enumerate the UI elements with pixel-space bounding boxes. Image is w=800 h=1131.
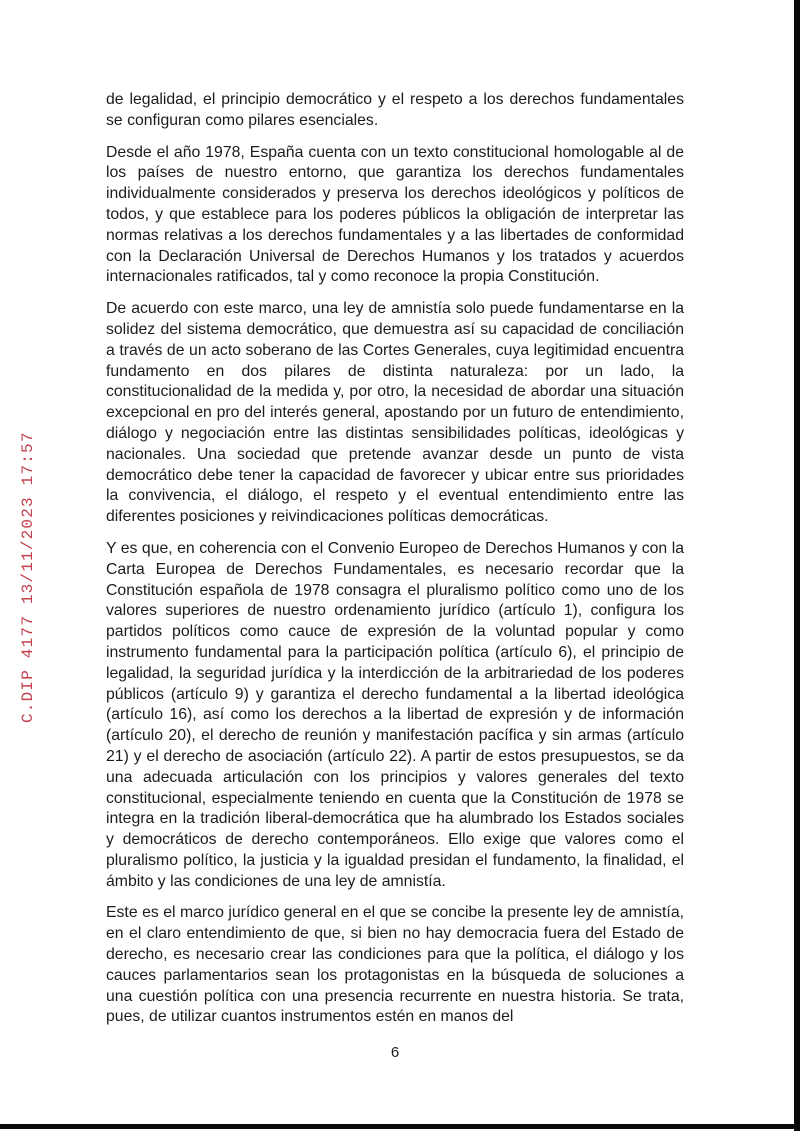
paragraph: Desde el año 1978, España cuenta con un texto constitucional homologable al de los países de nuestro entorno, que garantiza los derechos fundamentales individualmente considerados y preserva los derechos ideológicos y políticos de todos, y que establece para los poderes públicos la obligación de interpretar las normas relativas a los derechos fundamentales y a las libertades de conformidad con la Declaración Universal de Derechos Humanos y los tratados y acuerdos internacionales ratificados, tal y como reconoce la propia Constitución. [106, 143, 684, 286]
registry-stamp: C.DIP 4177 13/11/2023 17:57 [19, 431, 37, 723]
paragraph: de legalidad, el principio democrático y el respeto a los derechos fundamentales se configuran como pilares esenciales. [106, 91, 684, 129]
paragraph: Este es el marco jurídico general en el que se concibe la presente ley de amnistía, en el claro entendimiento de que, si bien no hay democracia fuera del Estado de derecho, es necesario crear las condiciones para que la política, el diálogo y los cauces parlamentarios sean los protagonistas en la búsqueda de soluciones a una cuestión política con una presencia recurrente en nuestra historia. Se trata, pues, de utilizar cuantos instrumentos estén en manos del [106, 904, 684, 1026]
scan-border-bottom [0, 1124, 800, 1129]
paragraph: Y es que, en coherencia con el Convenio Europeo de Derechos Humanos y con la Carta Europea de Derechos Fundamentales, es necesario recordar que la Constitución española de 1978 consagra el pluralismo político como uno de los valores superiores de nuestro ordenamiento jurídico (artículo 1), configura los partidos políticos como cauce de expresión de la voluntad popular y como instrumento fundamental para la participación política (artículo 6), el principio de legalidad, la seguridad jurídica y la interdicción de la arbitrariedad de los poderes públicos (artículo 9) y garantiza el derecho fundamental a la libertad ideológica (artículo 16), así como los derechos a la libertad de expresión y de información (artículo 20), el derecho de reunión y manifestación pacífica y sin armas (artículo 21) y el derecho de asociación (artículo 22). A partir de estos presupuestos, se da una adecuada articulación con los principios y valores generales del texto constitucional, especialmente teniendo en cuenta que la Constitución de 1978 se integra en la tradición liberal-democrática que ha alumbrado los Estados sociales y democráticos de derecho contemporáneos. Ello exige que valores como el pluralismo político, la justicia y la igualdad presidan el fundamento, la finalidad, el ámbito y las condiciones de una ley de amnistía. [106, 539, 684, 890]
page-number: 6 [390, 1044, 400, 1061]
document-body [106, 90, 684, 1039]
paragraph: De acuerdo con este marco, una ley de amnistía solo puede fundamentarse en la solidez del sistema democrático, que demuestra así su capacidad de conciliación a través de un acto soberano de las Cortes Generales, cuya legitimidad encuentra fundamento en dos pilares de distinta naturaleza: por un lado, la constitucionalidad de la medida y, por otro, la necesidad de abordar una situación excepcional en pro del interés general, apostando por un futuro de entendimiento, diálogo y negociación entre las distintas sensibilidades políticas, ideológicas y nacionales. Una sociedad que pretende avanzar desde un punto de vista democrático debe tener la capacidad de favorecer y ubicar entre sus prioridades la convivencia, el diálogo, el respeto y el eventual entendimiento entre las diferentes posiciones y reivindicaciones políticas democráticas. [106, 300, 684, 526]
scan-border-right [794, 0, 800, 1131]
